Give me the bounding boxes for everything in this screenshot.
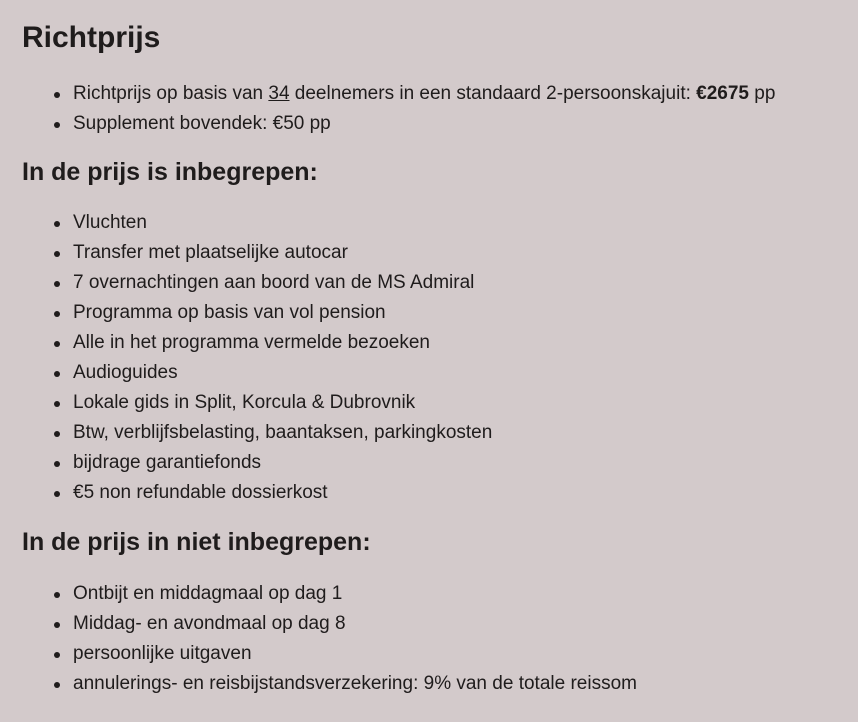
list-item: persoonlijke uitgaven bbox=[22, 639, 852, 669]
price-item-suffix: pp bbox=[749, 83, 776, 104]
list-item: €5 non refundable dossierkost bbox=[22, 478, 852, 508]
excluded-list bbox=[22, 579, 852, 699]
list-item: bijdrage garantiefonds bbox=[22, 448, 852, 478]
list-item: Lokale gids in Split, Korcula & Dubrovnik bbox=[22, 388, 852, 418]
price-item-base bbox=[22, 79, 852, 109]
list-item: Ontbijt en middagmaal op dag 1 bbox=[22, 579, 852, 609]
list-item: Alle in het programma vermelde bezoeken bbox=[22, 328, 852, 358]
included-list bbox=[22, 208, 852, 508]
price-item-prefix: Richtprijs op basis van bbox=[73, 83, 269, 104]
excluded-heading: In de prijs in niet inbegrepen: bbox=[22, 528, 371, 556]
page-content bbox=[22, 0, 852, 699]
participant-count: 34 bbox=[268, 83, 290, 104]
list-item: Programma op basis van vol pension bbox=[22, 298, 852, 328]
price-heading: Richtprijs bbox=[22, 21, 161, 54]
list-item: Vluchten bbox=[22, 208, 852, 238]
list-item: Btw, verblijfsbelasting, baantaksen, parkingkosten bbox=[22, 418, 852, 448]
list-item: 7 overnachtingen aan boord van de MS Admiral bbox=[22, 268, 852, 298]
price-amount: €2675 bbox=[696, 83, 749, 104]
price-list bbox=[22, 79, 852, 139]
list-item: Transfer met plaatselijke autocar bbox=[22, 238, 852, 268]
list-item: annulerings- en reisbijstandsverzekering: 9% van de totale reissom bbox=[22, 669, 852, 699]
included-heading: In de prijs is inbegrepen: bbox=[22, 158, 318, 186]
price-item-supplement: Supplement bovendek: €50 pp bbox=[22, 109, 852, 139]
list-item: Middag- en avondmaal op dag 8 bbox=[22, 609, 852, 639]
list-item: Audioguides bbox=[22, 358, 852, 388]
price-item-middle: deelnemers in een standaard 2-persoonskajuit: bbox=[289, 83, 697, 104]
